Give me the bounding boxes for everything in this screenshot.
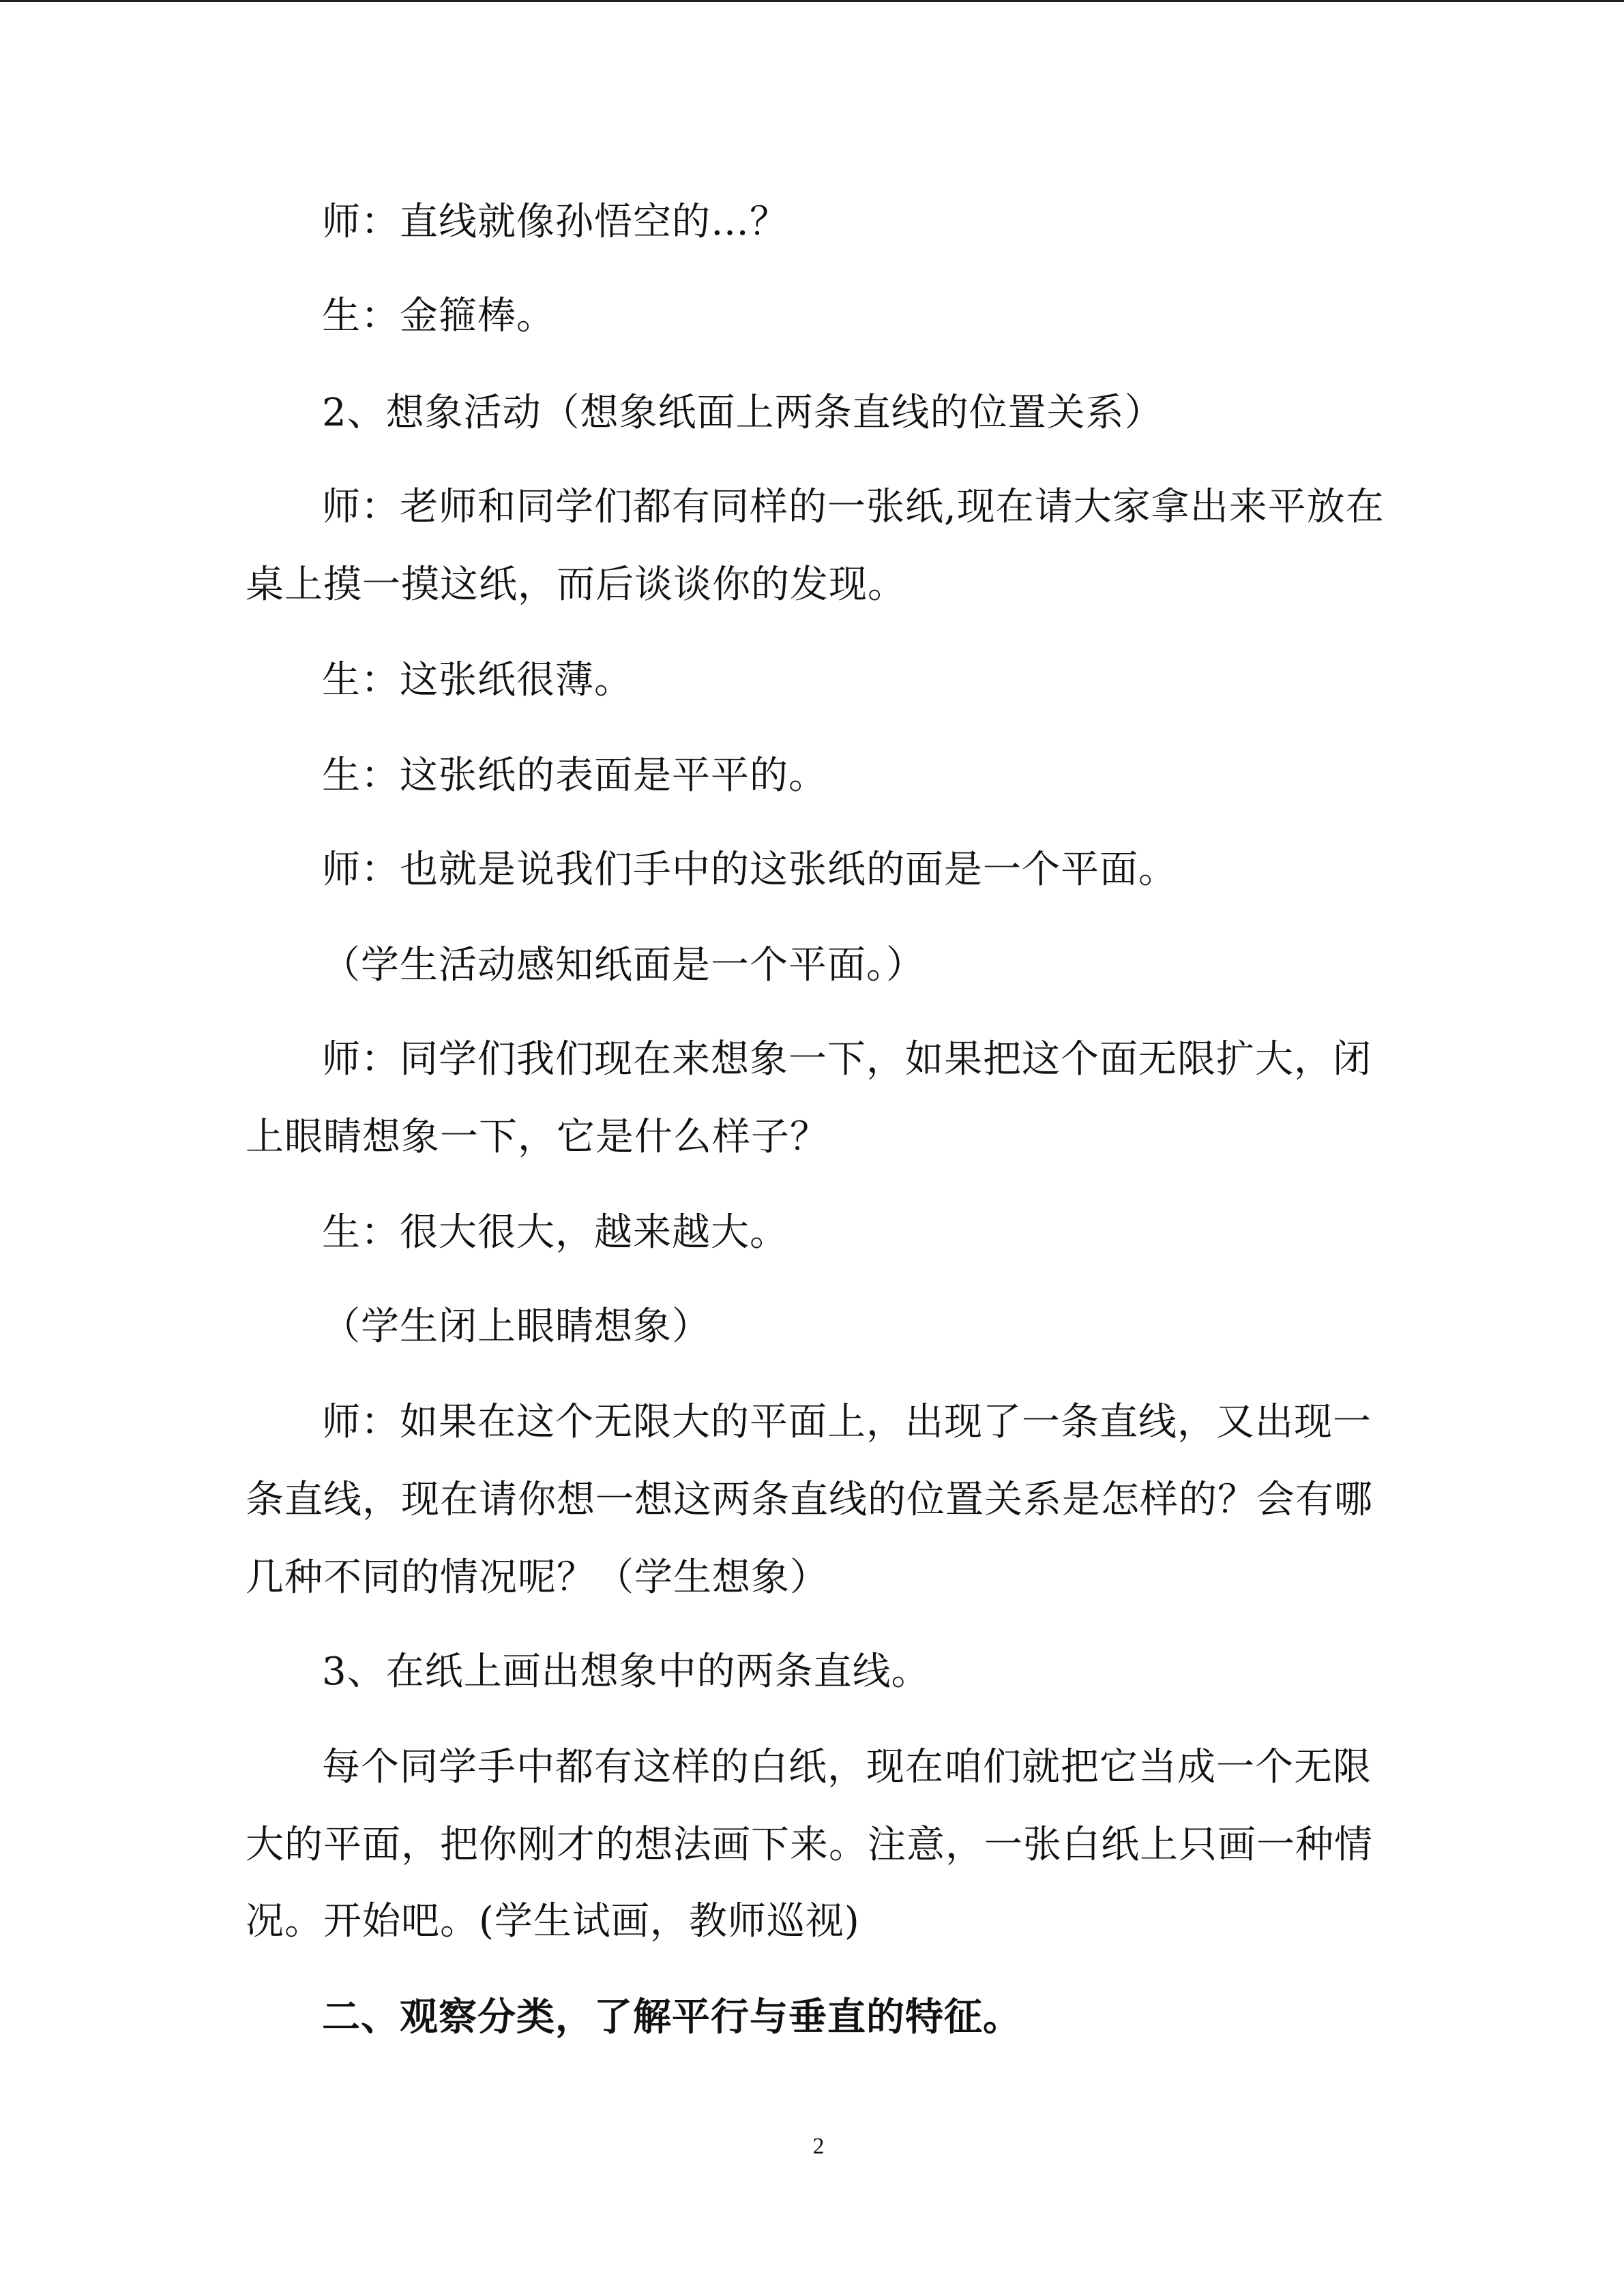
dialogue-line-continuation: 上眼睛想象一下，它是什么样子？ — [246, 1115, 829, 1159]
dialogue-line-continuation: 条直线，现在请你想一想这两条直线的位置关系是怎样的？会有哪 — [246, 1478, 1373, 1522]
page-number: 2 — [812, 2134, 825, 2159]
activity-note: （学生活动感知纸面是一个平面。） — [322, 943, 925, 987]
dialogue-line-teacher: 师：如果在这个无限大的平面上，出现了一条直线，又出现一 — [322, 1400, 1372, 1444]
dialogue-line-student: 生：这张纸的表面是平平的。 — [322, 754, 827, 798]
activity-note: （学生闭上眼睛想象） — [322, 1304, 711, 1349]
dialogue-line-teacher: 师：同学们我们现在来想象一下，如果把这个面无限扩大，闭 — [322, 1037, 1372, 1082]
dialogue-line-teacher: 师：也就是说我们手中的这张纸的面是一个平面。 — [322, 848, 1177, 892]
section-heading: 二、观察分类，了解平行与垂直的特征。 — [322, 1995, 1022, 2040]
step-heading-3: 3、在纸上画出想象中的两条直线。 — [322, 1650, 930, 1694]
dialogue-line-student: 生：很大很大，越来越大。 — [322, 1210, 788, 1255]
instruction-paragraph: 每个同学手中都有这样的白纸，现在咱们就把它当成一个无限 — [322, 1745, 1372, 1789]
instruction-paragraph-continuation: 大的平面，把你刚才的想法画下来。注意，一张白纸上只画一种情 — [246, 1823, 1373, 1867]
dialogue-line-continuation: 几种不同的情况呢？（学生想象） — [246, 1555, 829, 1600]
dialogue-line-teacher: 师：老师和同学们都有同样的一张纸,现在请大家拿出来平放在 — [322, 485, 1385, 529]
instruction-paragraph-continuation: 况。开始吧。(学生试画，教师巡视) — [246, 1899, 860, 1943]
dialogue-line-student: 生：金箍棒。 — [322, 294, 555, 338]
step-heading-2: 2、想象活动（想象纸面上两条直线的位置关系） — [322, 391, 1164, 435]
dialogue-line-teacher: 师：直线就像孙悟空的…？ — [322, 200, 788, 244]
document-page — [246, 0, 1385, 2296]
dialogue-line-continuation: 桌上摸一摸这纸，而后谈谈你的发现。 — [246, 563, 906, 607]
dialogue-line-student: 生：这张纸很薄。 — [322, 658, 633, 702]
